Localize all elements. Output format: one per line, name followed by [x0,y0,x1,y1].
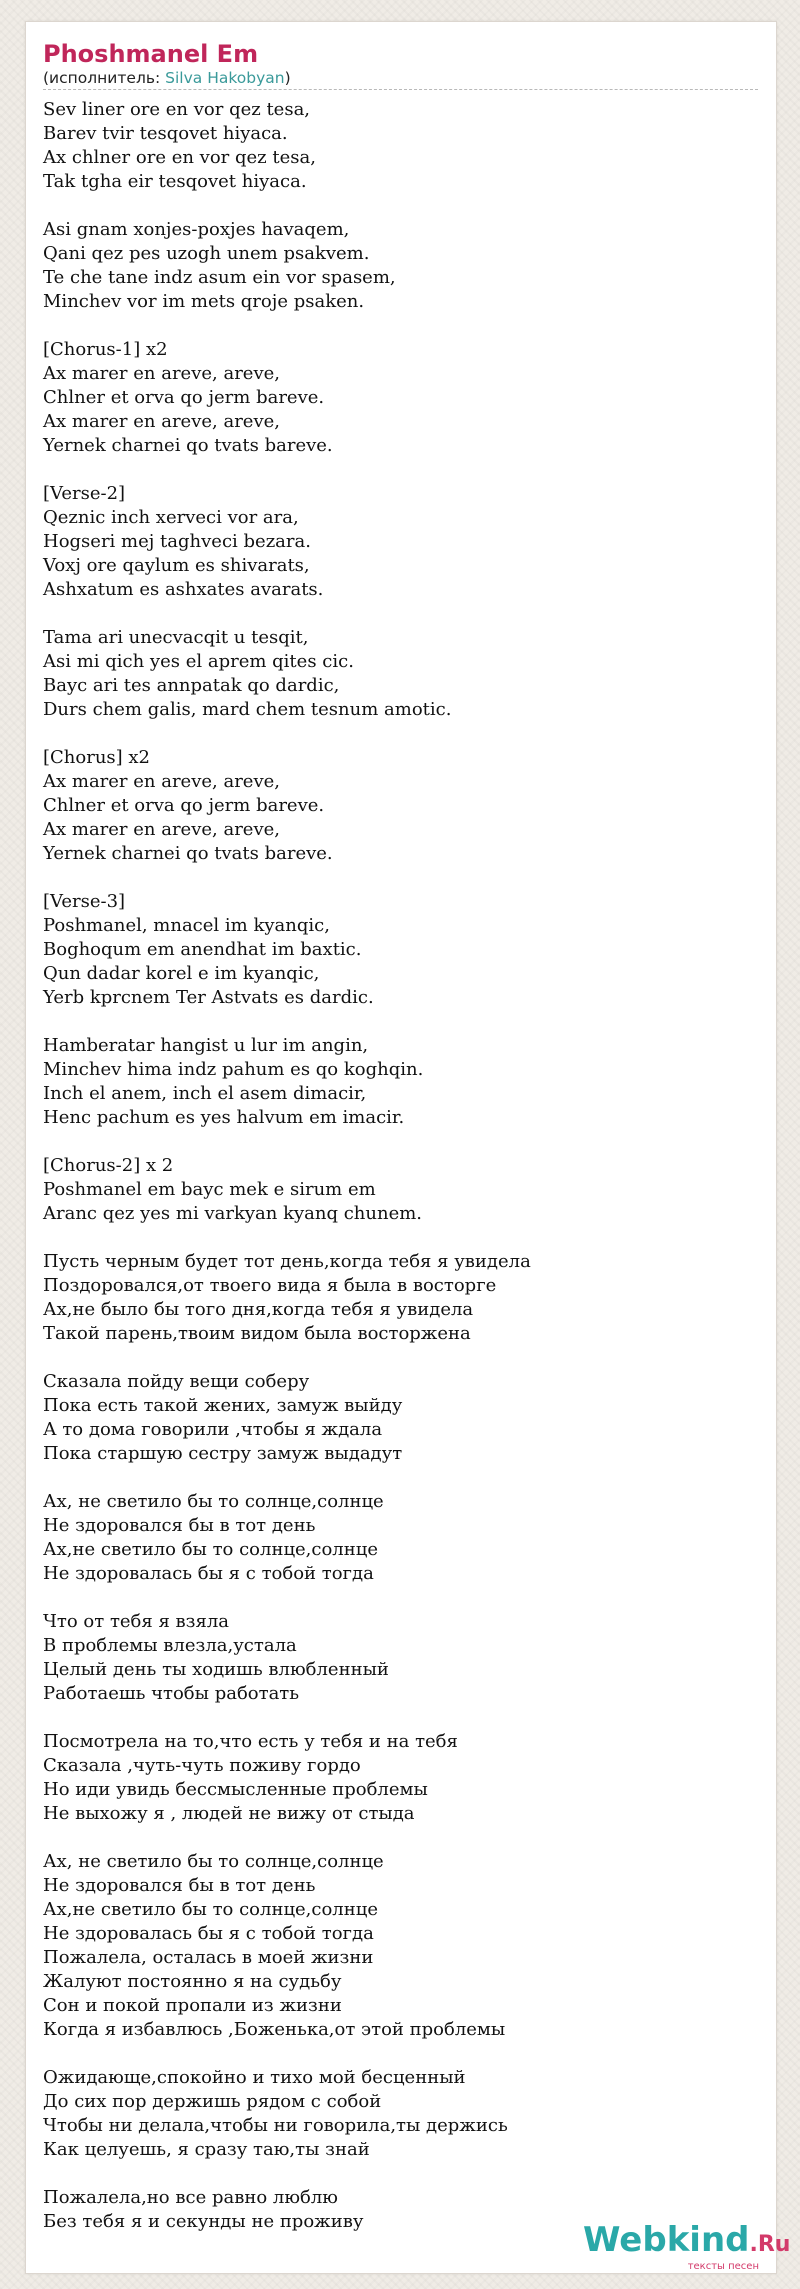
lyric-line: Te che tane indz asum ein vor spasem, [43,267,396,288]
artist-prefix: (исполнитель: [43,69,166,87]
lyric-line: Qun dadar korel e im kyanqic, [43,963,320,984]
lyrics-stanza [43,1154,763,1226]
lyric-line: Жалуют постоянно я на судьбу [43,1971,342,1992]
lyrics-stanza [43,890,763,1010]
artist-link[interactable]: Silva Hakobyan [165,69,285,87]
lyric-line: Asi mi qich yes el aprem qites cic. [43,651,354,672]
lyric-line: Не выхожу я , людей не вижу от стыда [43,1803,415,1824]
lyric-line: Не здоровалась бы я с тобой тогда [43,1563,374,1584]
lyric-line: Когда я избавлюсь ,Боженька,от этой проблемы [43,2019,506,2040]
lyric-line: Ах, не светило бы то солнце,солнце [43,1491,384,1512]
lyric-line: [Chorus-1] x2 [43,339,168,360]
lyrics-stanza [43,746,763,866]
lyric-line: Chlner et orva qo jerm bareve. [43,387,325,408]
lyric-line: Что от тебя я взяла [43,1611,230,1632]
lyric-line: Пожалела,но все равно люблю [43,2187,338,2208]
lyric-line: Ax chlner ore en vor qez tesa, [43,147,316,168]
lyric-line: Ах,не было бы того дня,когда тебя я увидела [43,1299,474,1320]
lyrics-stanza [43,1490,763,1586]
lyric-line: В проблемы влезла,устала [43,1635,297,1656]
lyric-line: Пока есть такой жених, замуж выйду [43,1395,403,1416]
lyric-line: Не здоровался бы в тот день [43,1875,316,1896]
lyric-line: Qani qez pes uzogh unem psakvem. [43,243,370,264]
lyric-line: [Verse-3] [43,891,126,912]
lyric-line: Сон и покой пропали из жизни [43,1995,342,2016]
lyric-line: Yernek charnei qo tvats bareve. [43,435,333,456]
site-logo[interactable] [583,2220,791,2282]
lyrics-stanza [43,1730,763,1826]
lyric-line: Не здоровался бы в тот день [43,1515,316,1536]
lyric-line: Hogseri mej taghveci bezara. [43,531,311,552]
lyrics-stanza [43,338,763,458]
logo-wordmark [583,2220,791,2263]
lyric-line: Не здоровалась бы я с тобой тогда [43,1923,374,1944]
logo-tld: .Ru [749,2232,791,2257]
lyric-line: Сказала пойду вещи соберу [43,1371,310,1392]
lyric-line: Sev liner ore en vor qez tesa, [43,99,311,120]
lyric-line: Poshmanel, mnacel im kyanqic, [43,915,330,936]
lyric-line: Poshmanel em bayc mek e sirum em [43,1179,376,1200]
logo-tagline: тексты песен [687,2261,759,2272]
logo-name: Webkind [583,2220,750,2260]
lyrics-card [25,21,791,2274]
lyric-line: Ashxatum es ashxates avarats. [43,579,324,600]
lyric-line: До сих пор держишь рядом с собой [43,2091,382,2112]
lyric-line: [Chorus] x2 [43,747,151,768]
lyric-line: Целый день ты ходишь влюбленный [43,1659,389,1680]
lyric-line: Bayc ari tes annpatak qo dardic, [43,675,340,696]
lyrics-stanza [43,1034,763,1130]
lyric-line: Пока старшую сестру замуж выдадут [43,1443,403,1464]
lyric-line: Durs chem galis, mard chem tesnum amotic. [43,699,452,720]
lyrics-stanza [43,482,763,602]
lyric-line: Как целуешь, я сразу таю,ты знай [43,2139,370,2160]
lyrics-stanza [43,1850,763,2042]
lyrics-stanza [43,2066,763,2162]
lyric-line: Такой парень,твоим видом была восторжена [43,1323,471,1344]
lyric-line: Minchev vor im mets qroje psaken. [43,291,365,312]
song-title: Phoshmanel Em [43,40,259,68]
lyrics-stanza [43,218,763,314]
lyric-line: Asi gnam xonjes-poxjes havaqem, [43,219,350,240]
lyric-line: Barev tvir tesqovet hiyaca. [43,123,288,144]
lyric-line: Ах,не светило бы то солнце,солнце [43,1539,378,1560]
lyrics-stanza [43,626,763,722]
lyrics-stanza [43,1610,763,1706]
lyric-line: Ax marer en areve, areve, [43,411,281,432]
lyric-line: Tak tgha eir tesqovet hiyaca. [43,171,307,192]
lyrics-stanza [43,98,763,194]
artist-suffix: ) [284,69,291,87]
lyric-line: Поздоровался,от твоего вида я была в восторге [43,1275,497,1296]
lyric-line: Ожидающе,спокойно и тихо мой бесценный [43,2067,466,2088]
song-header [43,41,758,87]
lyric-line: Но иди увидь бессмысленные проблемы [43,1779,428,1800]
lyric-line: Boghoqum em anendhat im baxtic. [43,939,362,960]
lyric-line: Henc pachum es yes halvum em imacir. [43,1107,405,1128]
lyric-line: А то дома говорили ,чтобы я ждала [43,1419,383,1440]
lyric-line: Minchev hima indz pahum es qo koghqin. [43,1059,424,1080]
lyric-line: Ax marer en areve, areve, [43,771,281,792]
lyric-line: Qeznic inch xerveci vor ara, [43,507,299,528]
lyric-line: Работаешь чтобы работать [43,1683,300,1704]
lyrics-stanza [43,1370,763,1466]
header-divider [43,89,758,90]
lyric-line: Ах,не светило бы то солнце,солнце [43,1899,378,1920]
lyric-line: Tama ari unecvacqit u tesqit, [43,627,309,648]
lyrics-stanza [43,1250,763,1346]
lyric-line: [Verse-2] [43,483,126,504]
lyric-line: Inch el anem, inch el asem dimacir, [43,1083,367,1104]
lyric-line: Hamberatar hangist u lur im angin, [43,1035,369,1056]
lyric-line: Ах, не светило бы то солнце,солнце [43,1851,384,1872]
lyric-line: Voxj ore qaylum es shivarats, [43,555,310,576]
lyric-line: Yernek charnei qo tvats bareve. [43,843,333,864]
lyric-line: Сказала ,чуть-чуть поживу гордо [43,1755,361,1776]
lyric-line: Aranc qez yes mi varkyan kyanq chunem. [43,1203,423,1224]
lyric-line: Yerb kprcnem Ter Astvats es dardic. [43,987,374,1008]
lyric-line: Чтобы ни делала,чтобы ни говорила,ты держись [43,2115,508,2136]
lyric-line: [Chorus-2] x 2 [43,1155,174,1176]
lyric-line: Ax marer en areve, areve, [43,819,281,840]
lyric-line: Пожалела, осталась в моей жизни [43,1947,374,1968]
lyric-line: Посмотрела на то,что есть у тебя и на тебя [43,1731,458,1752]
lyric-line: Ax marer en areve, areve, [43,363,281,384]
lyric-line: Chlner et orva qo jerm bareve. [43,795,325,816]
lyrics-body [43,98,763,2258]
lyric-line: Без тебя я и секунды не проживу [43,2211,364,2232]
lyric-line: Пусть черным будет тот день,когда тебя я увидела [43,1251,531,1272]
artist-line [43,69,758,87]
